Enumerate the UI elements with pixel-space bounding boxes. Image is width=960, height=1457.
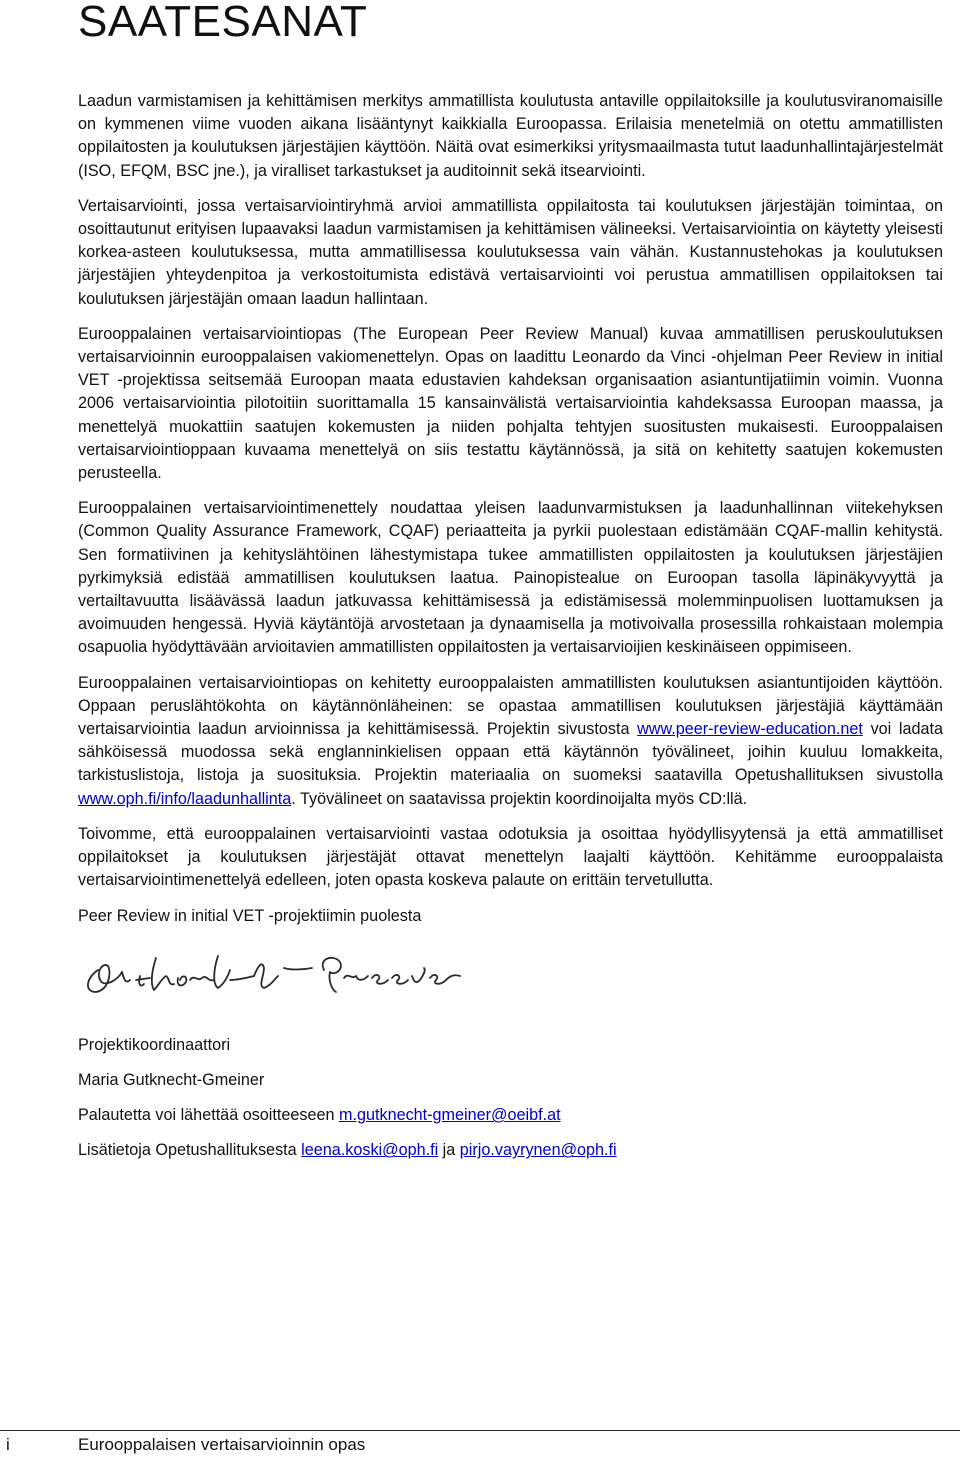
koski-email-link[interactable]: leena.koski@oph.fi	[301, 1141, 439, 1160]
closing-line: Peer Review in initial VET -projektiimin puolesta	[78, 906, 422, 925]
peer-review-website-link[interactable]: www.peer-review-education.net	[637, 720, 863, 739]
feedback-text: Palautetta voi lähettää osoitteeseen	[78, 1106, 339, 1125]
closing-paragraph: Toivomme, että eurooppalainen vertaisarviointi vastaa odotuksia ja osoittaa hyödyllisyytensä ja että ammatilliset oppilaitokset ja koulutuksen järjestäjät ottavat menettelyn laajalti käyttöön. Kehitämme eurooppalaista vertaisarviointimenettelyä edelleen, joten opasta koskeva palaute on erittäin tervetullutta.	[78, 824, 943, 890]
footer-divider	[0, 1430, 960, 1431]
info-text: Lisätietoja Opetushallituksesta	[78, 1141, 302, 1160]
peer-review-paragraph: Vertaisarviointi, jossa vertaisarviointiryhmä arvioi ammatillista oppilaitosta tai koulutuksen järjestäjän toimintaa, on osoittautunut erityisen lupaavaksi laadun varmistamisen ja kehittämisen välineeksi. Vertaisarviointia on käytetty yleisesti korkea-asteen koulutuksessa, mutta ammatillisessa koulutuksessa vain vähän. Kustannustehokas ja koulutuksen järjestäjien yhteydenpitoa ja verkostoitumista edistävä vertaisarviointi voi perustua ammatillisen oppilaitoksen tai koulutuksen järjestäjän omaan laadun hallintaan.	[78, 196, 943, 308]
info-line	[78, 1139, 943, 1162]
coordinator-name: Maria Gutknecht-Gmeiner	[78, 1070, 265, 1089]
resources-text-3: . Työvälineet on saatavissa projektin koordinoijalta myös CD:llä.	[291, 789, 748, 808]
page-title: SAATESANAT	[78, 0, 368, 46]
resources-text-2: voi ladata sähköisessä muodossa sekä englanninkielisen oppaan että käytännön työvälineet, joihin kuuluu lomakkeita, tarkistuslistoja, listoja ja suosituksia. Projektin materiaalia on suomeksi saatavilla Opetushallituksen sivustolla	[78, 720, 944, 785]
resources-text-1: Eurooppalainen vertaisarviointiopas on kehitetty eurooppalaisten ammatillisten koulutuksen asiantuntijoiden käyttöön. Oppaan peruslähtökohta on käytännönläheinen: se opastaa ammatillisen koulutuksen järjestäjiä käyttämään vertaisarviointia laadun arvioinnissa ja kehittämisessä. Projektin sivustosta	[78, 673, 943, 739]
footer-title: Eurooppalaisen vertaisarvioinnin opas	[78, 1435, 366, 1454]
intro-paragraph: Laadun varmistamisen ja kehittämisen merkitys ammatillista koulutusta antaville oppilaitoksille ja koulutusviranomaisille on kymmenen viime vuoden aikana lisääntynyt kaikkialla Euroopassa. Erilaisia menetelmiä on otettu ammatillisten oppilaitosten ja koulutuksen järjestäjien käyttöön. Näitä ovat esimerkiksi yritysmaailmasta tutut laadunhallintajärjestelmät (ISO, EFQM, BSC jne.), ja viralliset tarkastukset ja auditoinnit sekä itsearviointi.	[78, 92, 943, 180]
cqaf-paragraph: Eurooppalainen vertaisarviointimenettely noudattaa yleisen laadunvarmistuksen ja laadunhallinnan viitekehyksen (Common Quality Assurance Framework, CQAF) periaatteita ja pyrkii puolestaan edistämään CQAF-mallin kehitystä. Sen formatiivinen ja kehityslähtöinen lähestymistapa tukee ammatillisten oppilaitosten ja koulutuksen järjestäjien pyrkimyksiä edistää ammatillisen koulutuksen laatua. Painopistealue on Euroopan tasolla läpinäkyvyyttä ja vertailtavuutta lisäävässä laadun jatkuvassa kehittämisessä ja edistämisessä molemminpuolisen luottamuksen ja avoimuuden hengessä. Hyviä käytäntöjä arvostetaan ja dynaamisella ja motivoivalla prosessilla rohkaistaan molempia osapuolia hyödyttävään arvioitavien ammatillisten oppilaitosten ja vertaisarvioijien keskinäiseen oppimiseen.	[78, 499, 943, 657]
vayrynen-email-link[interactable]: pirjo.vayrynen@oph.fi	[459, 1141, 617, 1160]
page-number: i	[6, 1435, 10, 1454]
document-body	[78, 90, 943, 1175]
feedback-email-link[interactable]: m.gutknecht-gmeiner@oeibf.at	[338, 1106, 561, 1125]
signature-image	[78, 940, 518, 1014]
oph-website-link[interactable]: www.oph.fi/info/laadunhallinta	[78, 789, 292, 808]
resources-paragraph	[78, 672, 943, 811]
coordinator-role: Projektikoordinaattori	[78, 1035, 231, 1054]
feedback-line	[78, 1104, 943, 1127]
info-conjunction: ja	[438, 1141, 460, 1160]
manual-paragraph: Eurooppalainen vertaisarviointiopas (The European Peer Review Manual) kuvaa ammatillisen peruskoulutuksen vertaisarvioinnin eurooppalaisen vakiomenettelyn. Opas on laadittu Leonardo da Vinci -ohjelman Peer Review in initial VET -projektissa seitsemää Euroopan maata edustavien kahdeksan organisaation asiantuntijatiimin voimin. Vuonna 2006 vertaisarviointia pilotoitiin suorittamalla 15 kansainvälistä vertaisarviointia kahdeksassa Euroopan maassa, ja menettelyä muokattiin saatujen kokemusten ja niiden pohjalta tehtyjen suositusten mukaisesti. Eurooppalaisen vertaisarviointioppaan kuvaama menettelyä on siis testattu käytännössä, ja sitä on kehitetty saatujen kokemusten perusteella.	[78, 324, 943, 483]
